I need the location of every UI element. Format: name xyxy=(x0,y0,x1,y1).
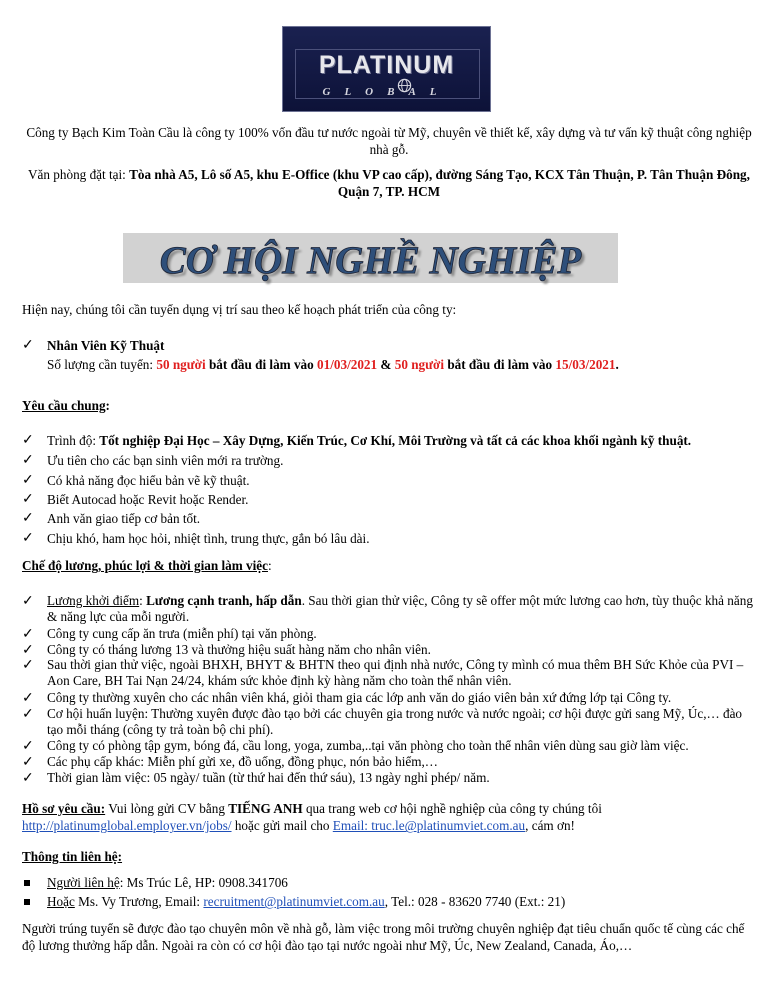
checkmark-icon: ✓ xyxy=(22,531,34,546)
checkmark-icon: ✓ xyxy=(22,755,34,770)
contact-heading: Thông tin liên hệ: xyxy=(22,849,123,864)
application-info: Hồ sơ yêu cầu: Vui lòng gửi CV bằng TIẾNG ANH qua trang web cơ hội nghề nghiệp của công ty chúng tôi http://platinumglobal.employer.vn/jobs/ hoặc gửi mail cho Email: truc.le@platinumviet.com.au, cám ơn! xyxy=(22,801,602,834)
contact-person: Người liên hệ: Ms Trúc Lê, HP: 0908.341706 xyxy=(47,875,288,890)
benefits-heading: Chế độ lương, phúc lợi & thời gian làm việc: xyxy=(22,558,272,573)
requirement-item: Ưu tiên cho các bạn sinh viên mới ra trường. xyxy=(47,453,284,468)
checkmark-icon: ✓ xyxy=(22,453,34,468)
benefit-item: Thời gian làm việc: 05 ngày/ tuần (từ thứ hai đến thứ sáu), 13 ngày nghỉ phép/ năm. xyxy=(47,770,490,785)
banner-title: CƠ HỘI NGHỀ NGHIỆP xyxy=(159,239,582,282)
position-title: Nhân Viên Kỹ Thuật xyxy=(47,338,165,353)
requirement-item: Anh văn giao tiếp cơ bản tốt. xyxy=(47,511,201,526)
requirement-item: Chịu khó, ham học hỏi, nhiệt tình, trung thực, gắn bó lâu dài. xyxy=(47,531,370,546)
checkmark-icon: ✓ xyxy=(22,627,34,642)
benefit-item: Sau thời gian thử việc, ngoài BHXH, BHYT & BHTN theo qui định nhà nước, Công ty mình có mua thêm BH Sức Khỏe của PVI – Aon Care, BH Tai Nạn 24/24, khám sức khỏe định kỳ hàng năm cho toàn thể nhân viên. xyxy=(47,657,744,688)
checkmark-icon: ✓ xyxy=(22,643,34,658)
checkmark-icon: ✓ xyxy=(22,691,34,706)
checkmark-icon: ✓ xyxy=(22,771,34,786)
checkmark-icon: ✓ xyxy=(22,658,34,673)
checkmark-icon: ✓ xyxy=(22,739,34,754)
bullet-icon xyxy=(24,899,30,905)
checkmark-icon: ✓ xyxy=(22,707,34,722)
benefit-item: Công ty cung cấp ăn trưa (miễn phí) tại văn phòng. xyxy=(47,626,317,641)
benefit-item: Các phụ cấp khác: Miễn phí gửi xe, đồ uống, đồng phục, nón bảo hiểm,… xyxy=(47,754,438,769)
office-address: Văn phòng đặt tại: Tòa nhà A5, Lô số A5, khu E-Office (khu VP cao cấp), đường Sáng Tạo, KCX Tân Thuận, P. Tân Thuận Đông, Quận 7, TP. HCM xyxy=(28,167,750,200)
benefit-item: Công ty có phòng tập gym, bóng đá, cầu long, yoga, zumba,..tại văn phòng cho toàn thể nhân viên dùng sau giờ làm việc. xyxy=(47,738,689,753)
benefit-item: Công ty thường xuyên cho các nhân viên khá, giỏi tham gia các lớp anh văn do giáo viên bản xứ đứng lớp tại Công ty. xyxy=(47,690,672,705)
requirement-item: Có khả năng đọc hiểu bản vẽ kỹ thuật. xyxy=(47,473,250,488)
logo-wordmark: PLATINUM xyxy=(318,51,455,79)
closing-paragraph: Người trúng tuyển sẽ được đào tạo chuyên môn về nhà gỗ, làm việc trong môi trường chuyên nghiệp đạt tiêu chuẩn quốc tế cùng các chế độ lương thưởng hấp dẫn. Ngoài ra còn có cơ hội đào tạo tại nước ngoài như Mỹ, Úc, New Zealand, Canada, Áo,… xyxy=(22,921,745,954)
globe-icon xyxy=(397,78,412,93)
position-quantity: Số lượng cần tuyển: 50 người bắt đầu đi làm vào 01/03/2021 & 50 người bắt đầu đi làm vào 15/03/2021. xyxy=(47,357,619,372)
checkmark-icon: ✓ xyxy=(22,473,34,488)
requirement-education: Trình độ: Tốt nghiệp Đại Học – Xây Dựng, Kiến Trúc, Cơ Khí, Môi Trường và tất cả các khoa khối ngành kỹ thuật. xyxy=(47,433,692,448)
contact-alternate: Hoặc Ms. Vy Trương, Email: recruitment@platinumviet.com.au, Tel.: 028 - 83620 7740 (Ext.: 21) xyxy=(47,894,566,909)
benefit-item: Cơ hội huấn luyện: Thường xuyên được đào tạo bởi các chuyên gia trong nước và nước ngoài; cơ hội được gửi sang Mỹ, Úc,… đào tạo mỗi tháng (công ty trả toàn bộ chi phí). xyxy=(47,706,743,737)
logo-subtitle: GLOBAL xyxy=(322,86,451,98)
benefit-item: Công ty có tháng lương 13 và thưởng hiệu suất hàng năm cho nhân viên. xyxy=(47,642,431,657)
careers-link[interactable]: http://platinumglobal.employer.vn/jobs/ xyxy=(22,818,232,834)
checkmark-icon: ✓ xyxy=(22,594,34,609)
email-link[interactable]: Email: truc.le@platinumviet.com.au xyxy=(332,818,526,834)
checkmark-icon: ✓ xyxy=(22,433,34,448)
benefit-salary: Lương khởi điểm: Lương cạnh tranh, hấp dẫn. Sau thời gian thử việc, Công ty sẽ offer một mức lương cao hơn, tùy thuộc khả năng & năng lực của mỗi người. xyxy=(47,593,753,624)
checkmark-icon: ✓ xyxy=(22,492,34,507)
checkmark-icon: ✓ xyxy=(22,511,34,526)
career-banner xyxy=(123,233,618,283)
bullet-icon xyxy=(24,880,30,886)
requirement-item: Biết Autocad hoặc Revit hoặc Render. xyxy=(47,492,249,507)
recruitment-email-link[interactable]: recruitment@platinumviet.com.au xyxy=(203,894,385,909)
company-logo xyxy=(282,26,491,112)
checkmark-icon: ✓ xyxy=(22,338,34,353)
company-intro: Công ty Bạch Kim Toàn Cầu là công ty 100% vốn đầu tư nước ngoài từ Mỹ, chuyên về thiết kế, xây dựng và tư vấn kỹ thuật công nghiệp nhà gỗ. xyxy=(26,125,752,158)
hiring-intro: Hiện nay, chúng tôi cần tuyển dụng vị trí sau theo kế hoạch phát triển của công ty: xyxy=(22,302,457,317)
requirements-heading: Yêu cầu chung: xyxy=(22,398,110,413)
